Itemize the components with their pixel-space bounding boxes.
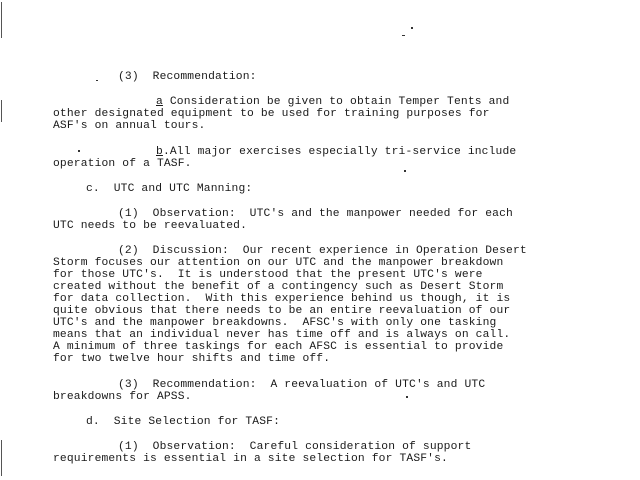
recommendation-heading: (3) Recommendation: (118, 71, 257, 83)
observation-line: (1) Observation: UTC's and the manpower needed for each (118, 208, 513, 220)
discussion-line: UTC's and the manpower breakdowns. AFSC's with only one tasking (53, 317, 497, 329)
recommendation-a-line (156, 96, 509, 108)
section-d-heading: d. Site Selection for TASF: (86, 416, 281, 428)
scan-edge-mark (1, 2, 2, 38)
item-letter-a: a (156, 96, 163, 108)
discussion-line: means that an individual never has time off and is always on call. (53, 329, 511, 341)
section-c-heading: c. UTC and UTC Manning: (86, 183, 253, 195)
recommendation-a-text: Consideration be given to obtain Temper Tents and (162, 96, 510, 108)
item-letter-b: b (156, 146, 163, 158)
observation-line: UTC needs to be reevaluated. (53, 220, 248, 232)
recommendation-a-line: ASF's on annual tours. (53, 120, 206, 132)
scan-speck (411, 27, 413, 29)
recommendation-line: breakdowns for APSS. (53, 391, 192, 403)
discussion-line: for two twelve hour shifts and time off. (53, 353, 331, 365)
recommendation-b-line (156, 146, 516, 158)
discussion-line: quite obvious that there needs to be an entire reevaluation of our (53, 305, 511, 317)
site-observation-line: (1) Observation: Careful consideration of support (118, 441, 472, 453)
scan-speck (402, 35, 405, 36)
scan-speck (78, 150, 80, 152)
scan-speck (404, 170, 406, 172)
recommendation-b-text: .All major exercises especially tri-service include (162, 146, 517, 158)
recommendation-b-line: operation of a TASF. (53, 158, 192, 170)
discussion-line: for data collection. With this experience behind us though, it is (53, 293, 511, 305)
recommendation-line: (3) Recommendation: A reevaluation of UTC's and UTC (118, 379, 486, 391)
discussion-line: A minimum of three taskings for each AFSC is essential to provide (53, 341, 504, 353)
discussion-line: Storm focuses our attention on our UTC and the manpower breakdown (53, 257, 504, 269)
scan-edge-mark (1, 100, 2, 122)
scan-speck (96, 80, 98, 81)
discussion-line: for those UTC's. It is understood that the present UTC's were (53, 269, 483, 281)
scan-speck (406, 396, 408, 398)
discussion-line: created without the benefit of a contingency such as Desert Storm (53, 281, 504, 293)
scan-edge-mark (1, 440, 2, 476)
discussion-line: (2) Discussion: Our recent experience in Operation Desert (118, 245, 527, 257)
recommendation-a-line: other designated equipment to be used for training purposes for (53, 108, 490, 120)
site-observation-line: requirements is essential in a site selection for TASF's. (53, 453, 448, 465)
